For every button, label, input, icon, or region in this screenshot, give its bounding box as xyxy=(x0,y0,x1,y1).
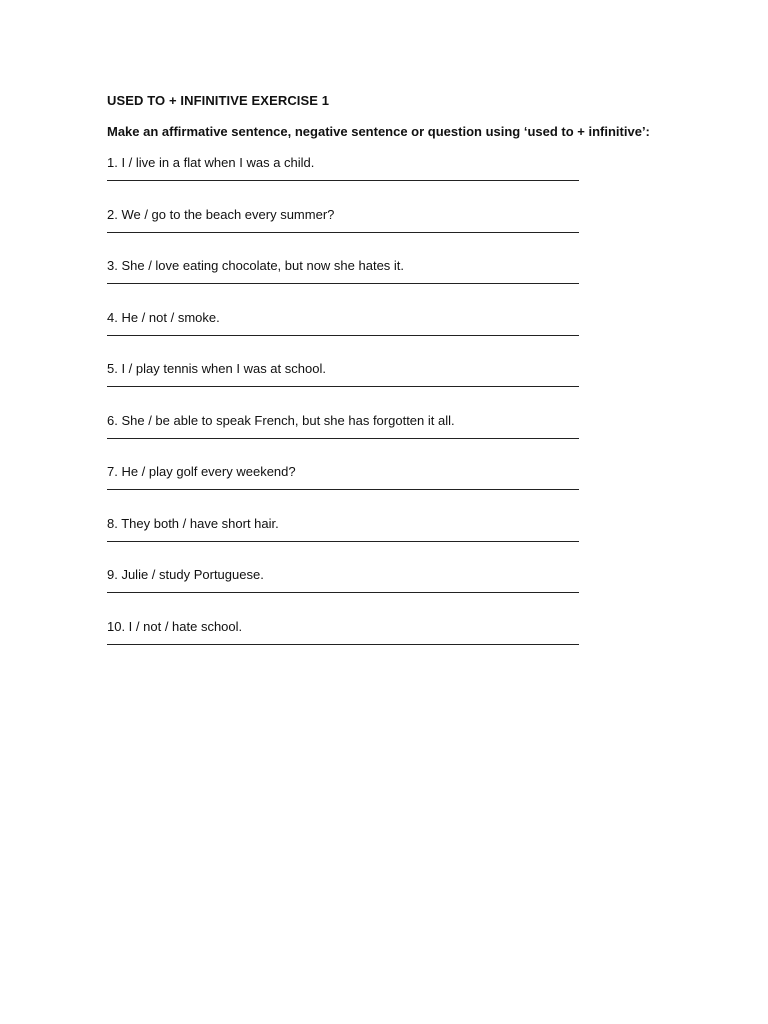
exercise-item xyxy=(107,566,707,618)
exercise-prompt: 7. He / play golf every weekend? xyxy=(107,464,296,479)
exercise-prompt: 1. I / live in a flat when I was a child. xyxy=(107,155,315,170)
answer-line xyxy=(107,644,579,645)
exercise-prompt: 2. We / go to the beach every summer? xyxy=(107,206,335,222)
answer-line xyxy=(107,232,579,233)
exercise-item xyxy=(107,206,707,258)
exercise-item xyxy=(107,154,707,206)
exercise-item xyxy=(107,412,707,464)
exercise-item xyxy=(107,463,707,515)
exercise-prompt: 4. He / not / smoke. xyxy=(107,309,220,325)
answer-line xyxy=(107,180,579,181)
exercise-prompt: 5. I / play tennis when I was at school. xyxy=(107,361,326,376)
exercise-item xyxy=(107,618,707,670)
worksheet-title: USED TO + INFINITIVE EXERCISE 1 xyxy=(107,93,330,108)
exercise-item xyxy=(107,515,707,567)
answer-line xyxy=(107,438,579,439)
answer-line xyxy=(107,489,579,490)
answer-line xyxy=(107,592,579,593)
exercise-prompt: 6. She / be able to speak French, but she has forgotten it all. xyxy=(107,412,455,428)
exercise-prompt: 10. I / not / hate school. xyxy=(107,618,243,634)
answer-line xyxy=(107,283,579,284)
exercise-prompt: 3. She / love eating chocolate, but now she hates it. xyxy=(107,258,405,273)
exercise-item xyxy=(107,257,707,309)
exercise-prompt: 9. Julie / study Portuguese. xyxy=(107,567,264,582)
answer-line xyxy=(107,335,579,336)
exercise-prompt: 8. They both / have short hair. xyxy=(107,515,279,531)
exercise-item xyxy=(107,309,707,361)
answer-line xyxy=(107,541,579,542)
worksheet xyxy=(107,92,707,669)
worksheet-instructions: Make an affirmative sentence, negative sentence or question using ‘used to + infinitive’: xyxy=(107,124,650,139)
exercise-list xyxy=(107,154,707,669)
exercise-item xyxy=(107,360,707,412)
answer-line xyxy=(107,386,579,387)
